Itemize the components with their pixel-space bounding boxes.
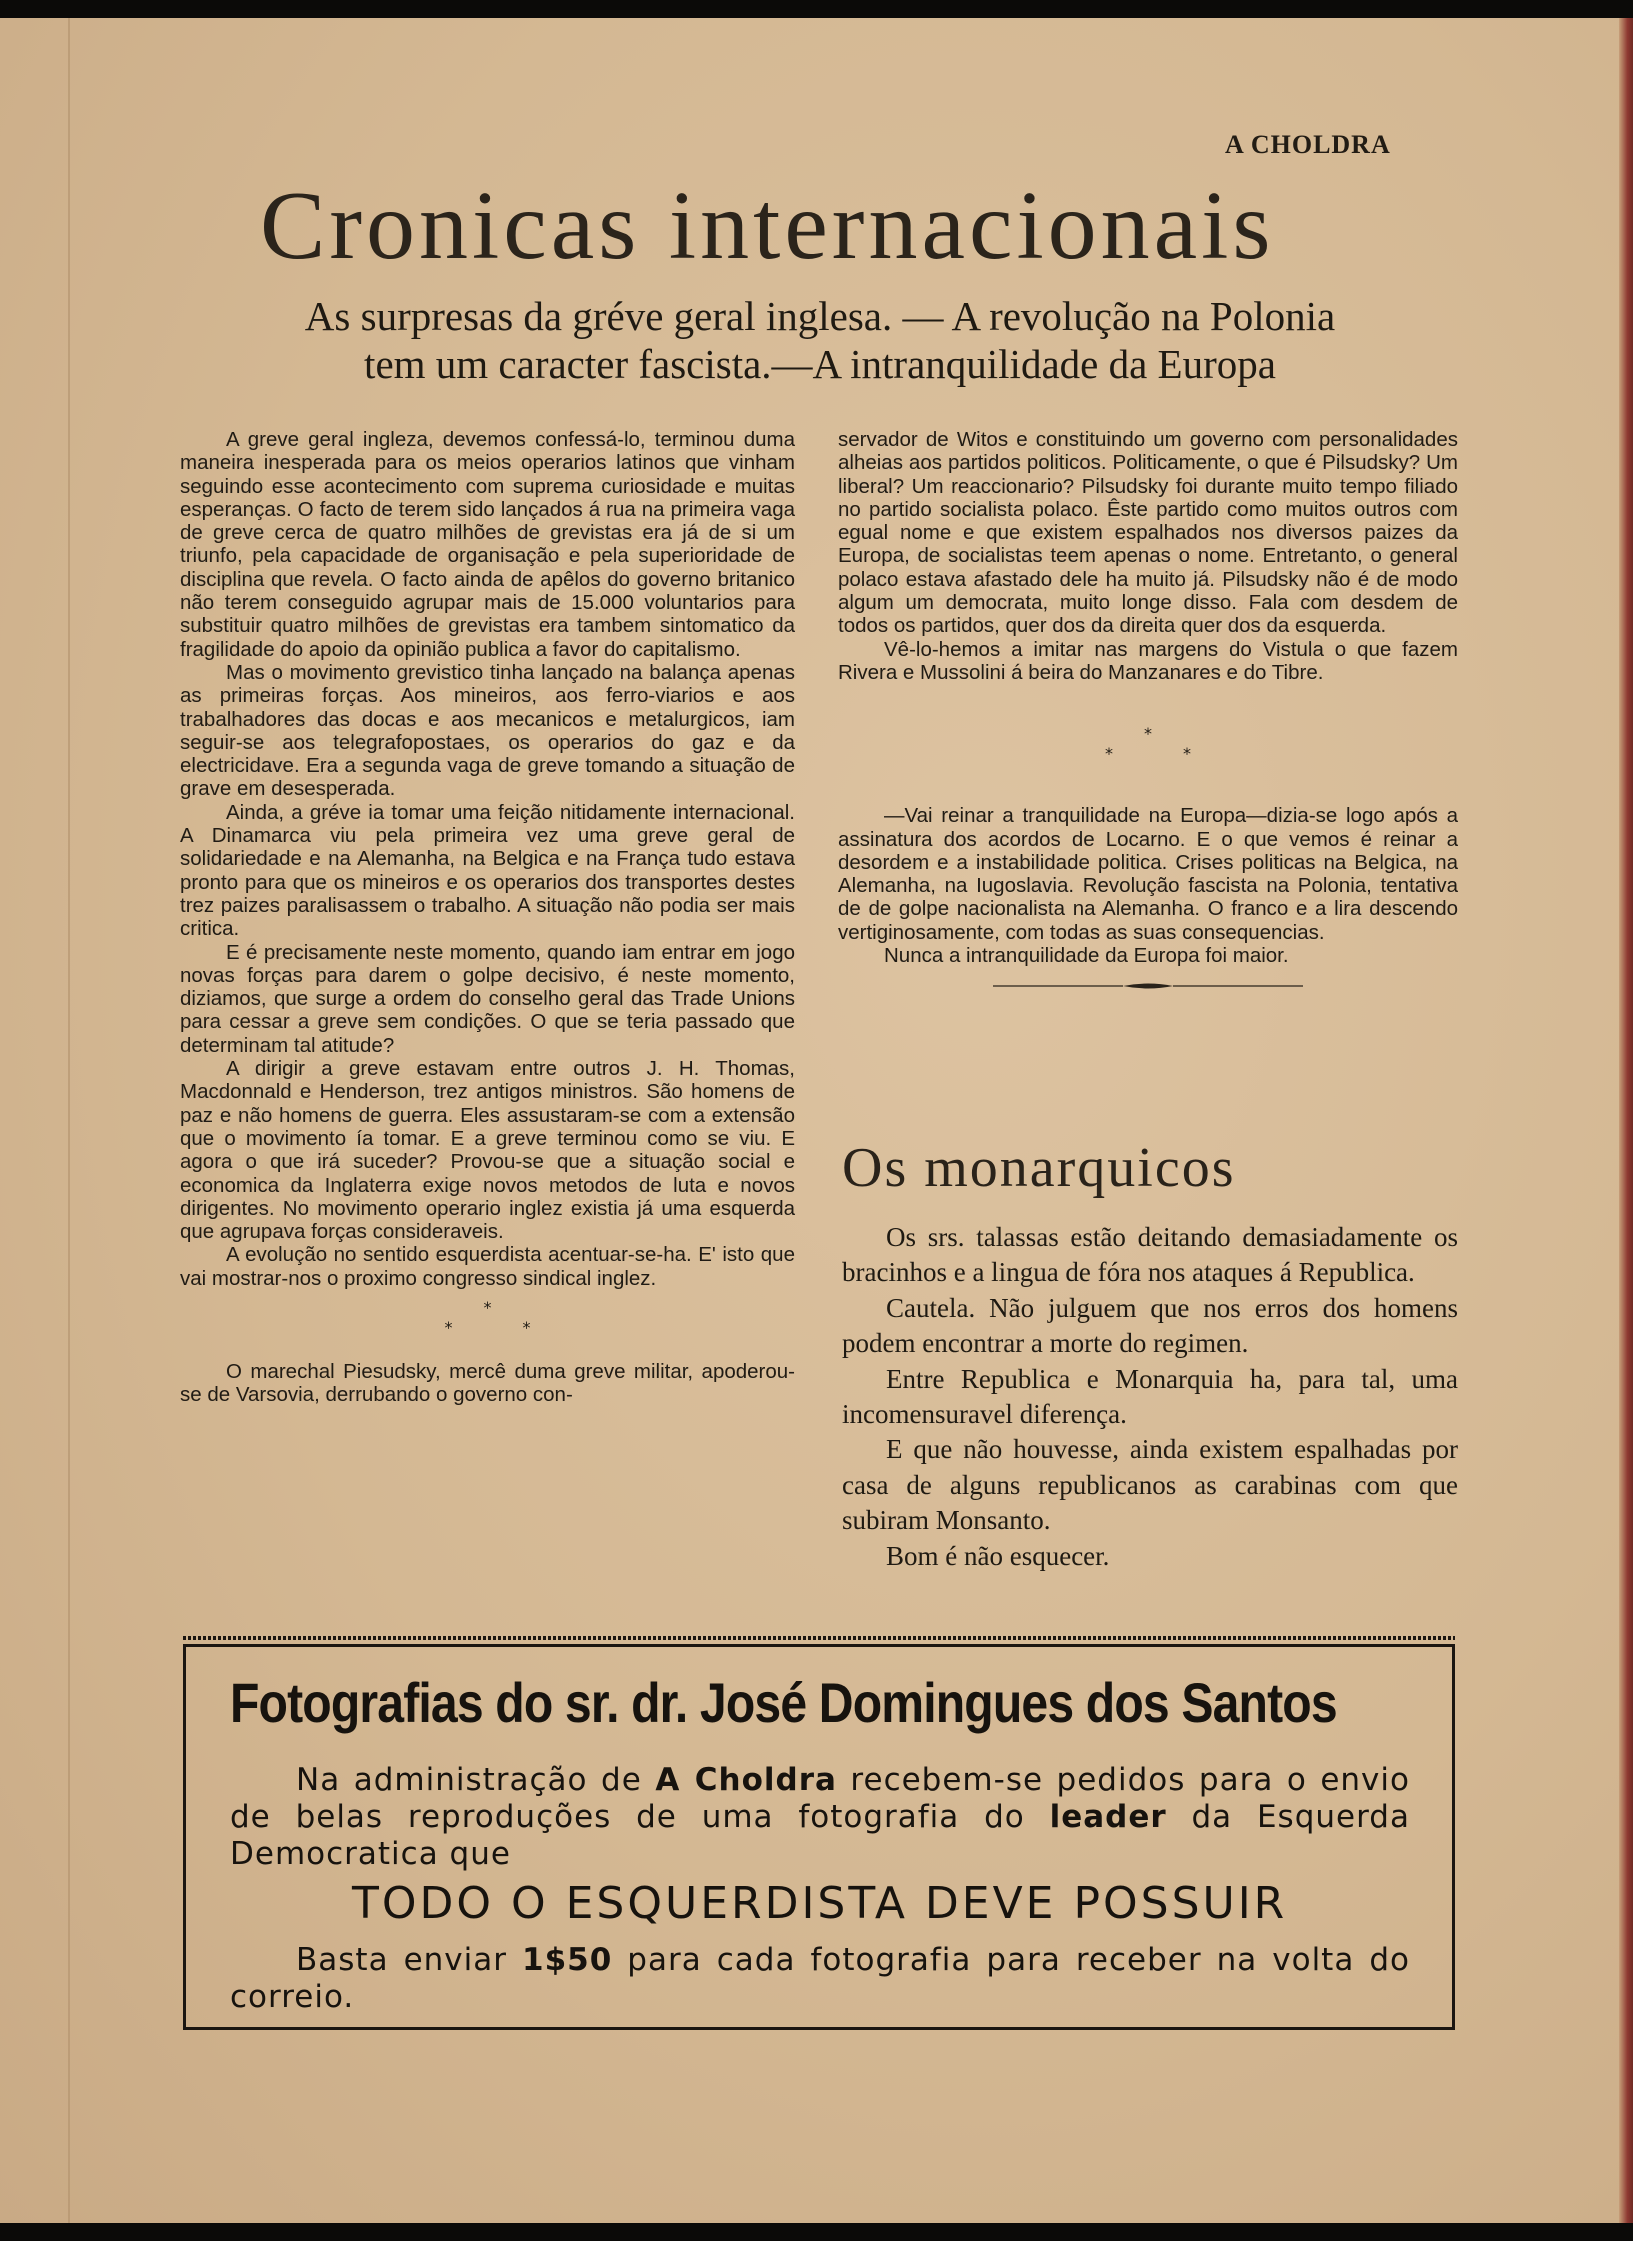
subtitle-line-1: As surpresas da gréve geral inglesa. — A revolução na Polonia — [304, 293, 1336, 339]
article-paragraph: servador de Witos e constituindo um governo com personalidades alheias aos partidos politicos. Politicamente, o que é Pilsudsky? Um liberal? Um reaccionario? Pilsudsky foi durante muito tempo filiado no partido socialista polaco. Êste partido como muitos outros com egual nome e que existem espalhados nos diversos paizes da Europa, de socialistas teem apenas o nome. Entretanto, o general polaco estava afastado dele ha muito já. Pilsudsky não é de modo algum um democrata, muito longe disso. Fala com desdem de todos os partidos, quer dos da direita quer dos da esquerda. — [838, 428, 1458, 638]
advert-paragraph — [230, 1762, 1410, 1873]
separator-star: * — [444, 1317, 453, 1337]
page-title: Cronicas internacionais — [260, 172, 1275, 280]
section-separator-stars — [180, 1298, 795, 1338]
article-paragraph: A dirigir a greve estavam entre outros J. H. Thomas, Macdonnald e Henderson, trez antigos ministros. São homens de paz e não homens de guerra. Eles assustaram-se com a extensão que o movimento ía tomar. E a greve terminou como se viu. E agora o que irá suceder? Provou-se que a situação social e economica da Inglaterra exige novos metodos de luta e novos dirigentes. No movimento operario inglez existia já uma esquerda que agrupava forças consideraveis. — [180, 1057, 795, 1244]
separator-star: * — [522, 1317, 531, 1337]
article-paragraph: Mas o movimento grevistico tinha lançado na balança apenas as primeiras forças. Aos mineiros, aos ferro-viarios e aos trabalhadores das docas e aos mecanicos e metalurgicos, iam seguir-se aos telegrafopostaes, os operarios do gaz e da electricidave. Era a segunda vaga de greve tomando a situação de grave em desesperada. — [180, 660, 795, 801]
subtitle — [170, 292, 1470, 388]
monarquicos-paragraph: Cautela. Não julguem que nos erros dos homens podem encontrar a morte do regimen. — [842, 1292, 1458, 1359]
article-paragraph: Vê-lo-hemos a imitar nas margens do Vistula o que fazem Rivera e Mussolini á beira do Manzanares e do Tibre. — [838, 637, 1458, 684]
advert-top-rule — [183, 1636, 1455, 1640]
article-paragraph: A greve geral ingleza, devemos confessá-lo, terminou duma maneira inesperada para os meios operarios latinos que vinham seguindo esse acontecimento com suprema curiosidade e muitas esperanças. O facto de terem sido lançados á rua na primeira vaga de greve cerca de quatro milhões de grevistas era já de si um triunfo, pela capacidade de organisação e pela superioridade de disciplina que revela. O facto ainda de apêlos do governo britanico não terem conseguido agrupar mais de 15.000 voluntarios para substituir quatro milhões de grevistas era tambem sintomatico da fragilidade do apoio da opinião publica a favor do capitalismo. — [180, 428, 795, 661]
article-column-right — [838, 428, 1458, 991]
binding-edge — [1619, 18, 1633, 2223]
advert-text: para cada fotografia para receber na volta do correio. — [230, 1942, 1410, 2015]
article-paragraph: Ainda, a gréve ia tomar uma feição nitidamente internacional. A Dinamarca viu pela primeira vez uma greve geral de solidariedade e na Alemanha, na Belgica e na França tudo estava pronto para que os mineiros e os operarios dos transportes destes trez paizes paralisassem o trabalho. A situação não podia ser mais critica. — [180, 800, 795, 941]
advert-text: da Esquerda Democratica que — [230, 1799, 1410, 1872]
subtitle-line-2: tem um caracter fascista.—A intranquilidade da Europa — [364, 341, 1276, 387]
section-separator-stars — [838, 724, 1458, 764]
monarquicos-paragraph: Os srs. talassas estão deitando demasiadamente os bracinhos e a lingua de fóra nos ataques á Republica. — [842, 1222, 1458, 1288]
article-paragraph: E é precisamente neste momento, quando iam entrar em jogo novas forças para darem o golpe decisivo, é neste momento, diziamos, que surge a ordem do conselho geral das Trade Unions para cessar a greve sem condições. O que se teria passado que determinam tal atitude? — [180, 940, 795, 1057]
page-fold-line — [68, 18, 70, 2223]
monarquicos-paragraph: E que não houvesse, ainda existem espalhadas por casa de alguns republicanos as carabinas com que subiram Monsanto. — [842, 1434, 1458, 1536]
article-column-left — [180, 428, 795, 1407]
section-title: Os monarquicos — [842, 1137, 1236, 1199]
separator-star: * — [1105, 744, 1113, 764]
article-paragraph: A evolução no sentido esquerdista acentuar-se-ha. E' isto que vai mostrar-nos o proximo congresso sindical inglez. — [180, 1243, 795, 1290]
ornament-rule — [993, 981, 1303, 991]
advert-price: 1$50 — [522, 1942, 613, 1978]
advert-emphasis: leader — [1049, 1799, 1167, 1835]
separator-star: * — [1144, 724, 1152, 744]
separator-star: * — [483, 1297, 492, 1317]
advert-text: recebem-se pedidos para o envio de belas reproduções de uma fotografia do — [230, 1762, 1410, 1835]
advert-text: Na administração de — [296, 1762, 656, 1798]
article-paragraph: O marechal Piesudsky, mercê duma greve militar, apoderou-se de Varsovia, derrubando o governo con- — [180, 1359, 795, 1407]
monarquicos-paragraph: Bom é não esquecer. — [886, 1540, 1110, 1571]
advert-title: Fotografias do sr. dr. José Domingues dos Santos — [230, 1671, 1337, 1734]
separator-star: * — [1183, 744, 1191, 764]
advert-paragraph — [230, 1942, 1410, 2016]
advert-caps-line: TODO O ESQUERDISTA DEVE POSSUIR — [352, 1878, 1288, 1929]
monarquicos-column — [842, 1220, 1458, 1574]
monarquicos-paragraph: Entre Republica e Monarquia ha, para tal, uma incomensuravel diferença. — [842, 1363, 1458, 1430]
article-paragraph: —Vai reinar a tranquilidade na Europa—dizia-se logo após a assinatura dos acordos de Locarno. E o que vemos é reinar a desordem e a instabilidade politica. Crises politicas na Belgica, na Alemanha, na Iugoslavia. Revolução fascista na Polonia, tentativa de de golpe nacionalista na Alemanha. O franco e a lira descendo vertiginosamente, com todas as suas consequencias. — [838, 804, 1458, 944]
publication-name: A CHOLDRA — [1225, 130, 1391, 159]
advert-text: Basta enviar — [296, 1942, 523, 1978]
article-paragraph: Nunca a intranquilidade da Europa foi maior. — [884, 944, 1289, 968]
advert-brand: A Choldra — [655, 1762, 837, 1798]
